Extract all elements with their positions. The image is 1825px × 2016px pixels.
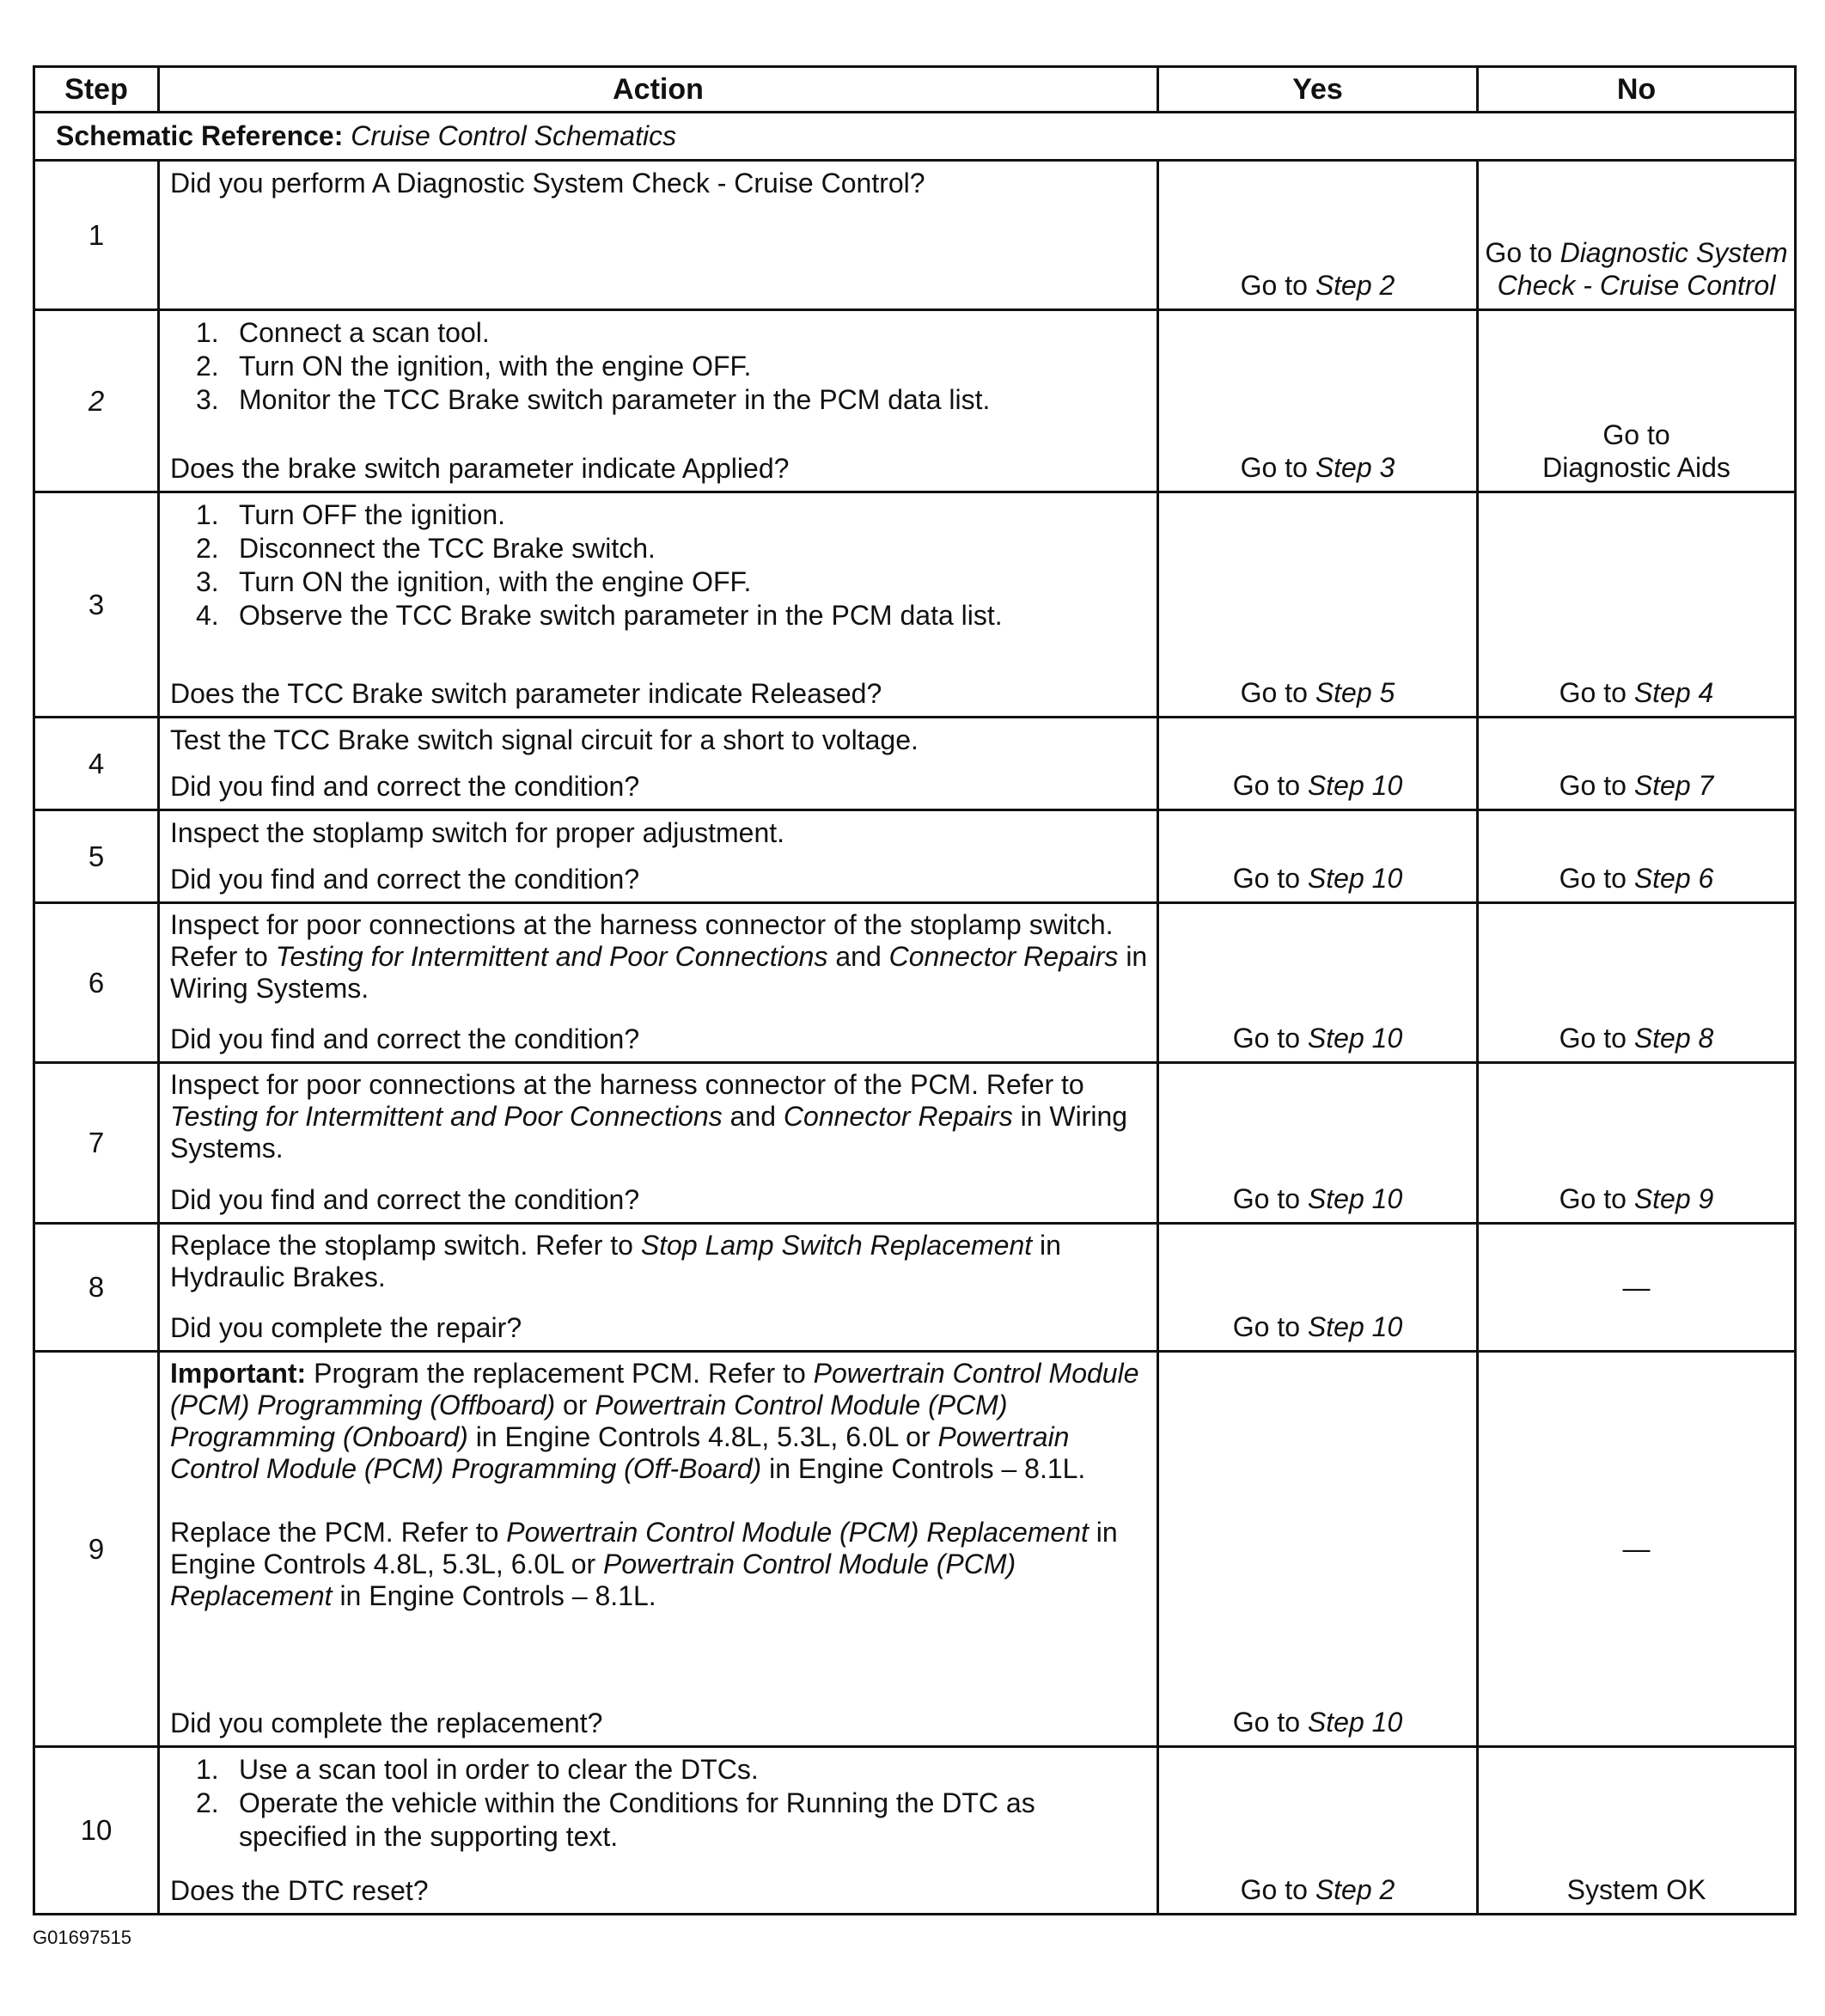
goto-text: Go to bbox=[1602, 419, 1670, 450]
step-link: Step 9 bbox=[1633, 1183, 1714, 1214]
goto-text: Go to bbox=[1232, 1023, 1301, 1054]
yes-cell bbox=[1158, 718, 1478, 810]
goto-text: Go to bbox=[1559, 677, 1627, 708]
no-cell bbox=[1478, 718, 1796, 810]
header-row bbox=[34, 67, 1796, 113]
step-number: 4 bbox=[34, 718, 159, 810]
goto-text: Go to bbox=[1559, 863, 1627, 894]
table-row bbox=[34, 1352, 1796, 1747]
step-number: 9 bbox=[34, 1352, 159, 1747]
step-number: 7 bbox=[34, 1063, 159, 1224]
question: Does the TCC Brake switch parameter indicate Released? bbox=[170, 678, 882, 709]
step-link: Step 10 bbox=[1307, 1707, 1403, 1738]
step-number: 1 bbox=[34, 161, 159, 310]
diagnostic-table bbox=[33, 65, 1797, 1915]
goto-text: Go to bbox=[1559, 1023, 1627, 1054]
table-row bbox=[34, 718, 1796, 810]
table-row bbox=[34, 1747, 1796, 1915]
reference-link: Connector Repairs bbox=[783, 1101, 1013, 1132]
schematic-value: Cruise Control Schematics bbox=[351, 120, 677, 151]
list-item: 2. Turn ON the ignition, with the engine OFF. bbox=[196, 351, 752, 382]
reference-link: Powertrain Control Module (PCM) Replacement bbox=[170, 1549, 1016, 1611]
action-cell bbox=[159, 310, 1158, 492]
action-text: Inspect for poor connections at the harness connector of the PCM. Refer to Testing for Intermittent and Poor Connections and Connector Repairs in Wiring Systems. bbox=[170, 1069, 1128, 1164]
list-item: 1. Turn OFF the ignition. bbox=[196, 499, 506, 530]
reference-link: Connector Repairs bbox=[888, 941, 1119, 972]
goto-text: Go to bbox=[1232, 1311, 1301, 1342]
procedure-link: Diagnostic System Check - Cruise Control bbox=[1497, 237, 1788, 301]
question: Did you perform A Diagnostic System Check - Cruise Control? bbox=[170, 168, 925, 199]
action-cell bbox=[159, 1747, 1158, 1915]
schematic-label: Schematic Reference: bbox=[56, 120, 344, 151]
reference-link: Testing for Intermittent and Poor Connections bbox=[275, 941, 828, 972]
question: Did you find and correct the condition? bbox=[170, 771, 640, 802]
action-text: Test the TCC Brake switch signal circuit for a short to voltage. bbox=[170, 724, 919, 755]
no-cell: System OK bbox=[1478, 1747, 1796, 1915]
reference-link: Stop Lamp Switch Replacement bbox=[640, 1230, 1033, 1261]
list-item: 3. Monitor the TCC Brake switch parameter in the PCM data list. bbox=[196, 384, 991, 415]
question: Did you find and correct the condition? bbox=[170, 864, 640, 895]
list-item: 3. Turn ON the ignition, with the engine OFF. bbox=[196, 566, 752, 597]
yes-cell bbox=[1158, 310, 1478, 492]
reference-link: Powertrain Control Module (PCM) Programming (Onboard) bbox=[170, 1390, 1008, 1452]
action-cell bbox=[159, 1352, 1158, 1747]
yes-cell bbox=[1158, 1224, 1478, 1352]
question: Does the DTC reset? bbox=[170, 1875, 429, 1906]
yes-cell bbox=[1158, 161, 1478, 310]
step-number: 5 bbox=[34, 810, 159, 903]
yes-cell bbox=[1158, 810, 1478, 903]
step-link: Step 10 bbox=[1307, 770, 1403, 801]
yes-cell bbox=[1158, 492, 1478, 718]
yes-cell bbox=[1158, 1747, 1478, 1915]
header-action: Action bbox=[159, 67, 1158, 113]
action-cell bbox=[159, 1224, 1158, 1352]
action-cell bbox=[159, 903, 1158, 1063]
no-cell bbox=[1478, 161, 1796, 310]
step-number: 2 bbox=[34, 310, 159, 492]
no-cell bbox=[1478, 810, 1796, 903]
step-number: 10 bbox=[34, 1747, 159, 1915]
goto-text: Go to bbox=[1240, 1874, 1308, 1905]
step-link: Step 10 bbox=[1307, 863, 1403, 894]
yes-cell bbox=[1158, 1352, 1478, 1747]
step-link: Step 2 bbox=[1315, 270, 1395, 301]
action-text: Replace the PCM. Refer to Powertrain Control Module (PCM) Replacement in Engine Controls 4.8L, 5.3L, 6.0L or Powertrain Control Module (PCM) Replacement in Engine Controls – 8.1L. bbox=[170, 1517, 1118, 1611]
reference-link: Powertrain Control Module (PCM) Programming (Off-Board) bbox=[170, 1421, 1070, 1484]
list-item: 4. Observe the TCC Brake switch parameter in the PCM data list. bbox=[196, 600, 1003, 631]
list-item: 1. Connect a scan tool. bbox=[196, 317, 490, 348]
step-link: Step 2 bbox=[1315, 1874, 1395, 1905]
action-text: Inspect the stoplamp switch for proper adjustment. bbox=[170, 817, 785, 848]
action-cell bbox=[159, 161, 1158, 310]
step-link: Step 5 bbox=[1315, 677, 1395, 708]
table-row bbox=[34, 161, 1796, 310]
table-row bbox=[34, 492, 1796, 718]
list-item: 2. Operate the vehicle within the Conditions for Running the DTC as specified in the supporting text. bbox=[196, 1787, 1035, 1852]
action-cell bbox=[159, 1063, 1158, 1224]
schematic-reference bbox=[34, 113, 1796, 161]
yes-cell bbox=[1158, 903, 1478, 1063]
action-cell bbox=[159, 810, 1158, 903]
header-step: Step bbox=[34, 67, 159, 113]
step-link: Step 3 bbox=[1315, 452, 1395, 483]
header-yes: Yes bbox=[1158, 67, 1478, 113]
step-link: Step 7 bbox=[1633, 770, 1714, 801]
list-item: 2. Disconnect the TCC Brake switch. bbox=[196, 533, 656, 564]
step-link: Step 4 bbox=[1633, 677, 1714, 708]
figure-id: G01697515 bbox=[33, 1927, 131, 1948]
schematic-row bbox=[34, 113, 1796, 161]
question: Did you complete the replacement? bbox=[170, 1707, 603, 1738]
important-label: Important: bbox=[170, 1358, 307, 1389]
goto-text: Go to bbox=[1232, 863, 1301, 894]
no-cell-dash: — bbox=[1478, 1352, 1796, 1747]
question: Did you find and correct the condition? bbox=[170, 1023, 640, 1054]
table-row bbox=[34, 810, 1796, 903]
step-link: Step 8 bbox=[1633, 1023, 1714, 1054]
step-number: 6 bbox=[34, 903, 159, 1063]
action-cell bbox=[159, 718, 1158, 810]
table-row bbox=[34, 903, 1796, 1063]
action-text: Replace the stoplamp switch. Refer to Stop Lamp Switch Replacement in Hydraulic Brakes. bbox=[170, 1230, 1061, 1292]
goto-text: Go to bbox=[1240, 270, 1308, 301]
step-link: Step 6 bbox=[1633, 863, 1714, 894]
goto-text: Go to bbox=[1559, 770, 1627, 801]
goto-text: Go to bbox=[1240, 452, 1308, 483]
important-note: Important: Program the replacement PCM. Refer to Powertrain Control Module (PCM) Programming (Offboard) or Powertrain Control Module (PCM) Programming (Onboard) in Engine Controls 4.8L, 5.3L, 6.0L or Powertrain Control Module (PCM) Programming (Off-Board) in Engine Controls – 8.1L. bbox=[170, 1358, 1139, 1484]
goto-text: Go to bbox=[1232, 770, 1301, 801]
no-cell bbox=[1478, 310, 1796, 492]
goto-text: Go to bbox=[1559, 1183, 1627, 1214]
header-no: No bbox=[1478, 67, 1796, 113]
step-link: Step 10 bbox=[1307, 1183, 1403, 1214]
question: Did you find and correct the condition? bbox=[170, 1184, 640, 1215]
no-cell-dash: — bbox=[1478, 1224, 1796, 1352]
step-link: Step 10 bbox=[1307, 1311, 1403, 1342]
action-text: Inspect for poor connections at the harness connector of the stoplamp switch. Refer to Testing for Intermittent and Poor Connections and Connector Repairs in Wiring Systems. bbox=[170, 909, 1148, 1004]
action-cell bbox=[159, 492, 1158, 718]
goto-text: Go to bbox=[1232, 1707, 1301, 1738]
table-row bbox=[34, 1063, 1796, 1224]
no-cell bbox=[1478, 492, 1796, 718]
table-row bbox=[34, 310, 1796, 492]
goto-text: Go to bbox=[1240, 677, 1308, 708]
table-row bbox=[34, 1224, 1796, 1352]
list-item: 1. Use a scan tool in order to clear the DTCs. bbox=[196, 1754, 759, 1785]
goto-text: Go to bbox=[1232, 1183, 1301, 1214]
goto-text: Go to bbox=[1485, 237, 1553, 268]
reference-link: Powertrain Control Module (PCM) Replacement bbox=[506, 1517, 1089, 1548]
step-link: Step 10 bbox=[1307, 1023, 1403, 1054]
reference-link: Testing for Intermittent and Poor Connections bbox=[170, 1101, 723, 1132]
no-cell bbox=[1478, 1063, 1796, 1224]
question: Did you complete the repair? bbox=[170, 1312, 522, 1343]
no-cell bbox=[1478, 903, 1796, 1063]
yes-cell bbox=[1158, 1063, 1478, 1224]
procedure-link: Diagnostic Aids bbox=[1542, 452, 1730, 483]
step-number: 3 bbox=[34, 492, 159, 718]
reference-link: Powertrain Control Module (PCM) Programming (Offboard) bbox=[170, 1358, 1139, 1420]
step-number: 8 bbox=[34, 1224, 159, 1352]
question: Does the brake switch parameter indicate Applied? bbox=[170, 453, 790, 484]
